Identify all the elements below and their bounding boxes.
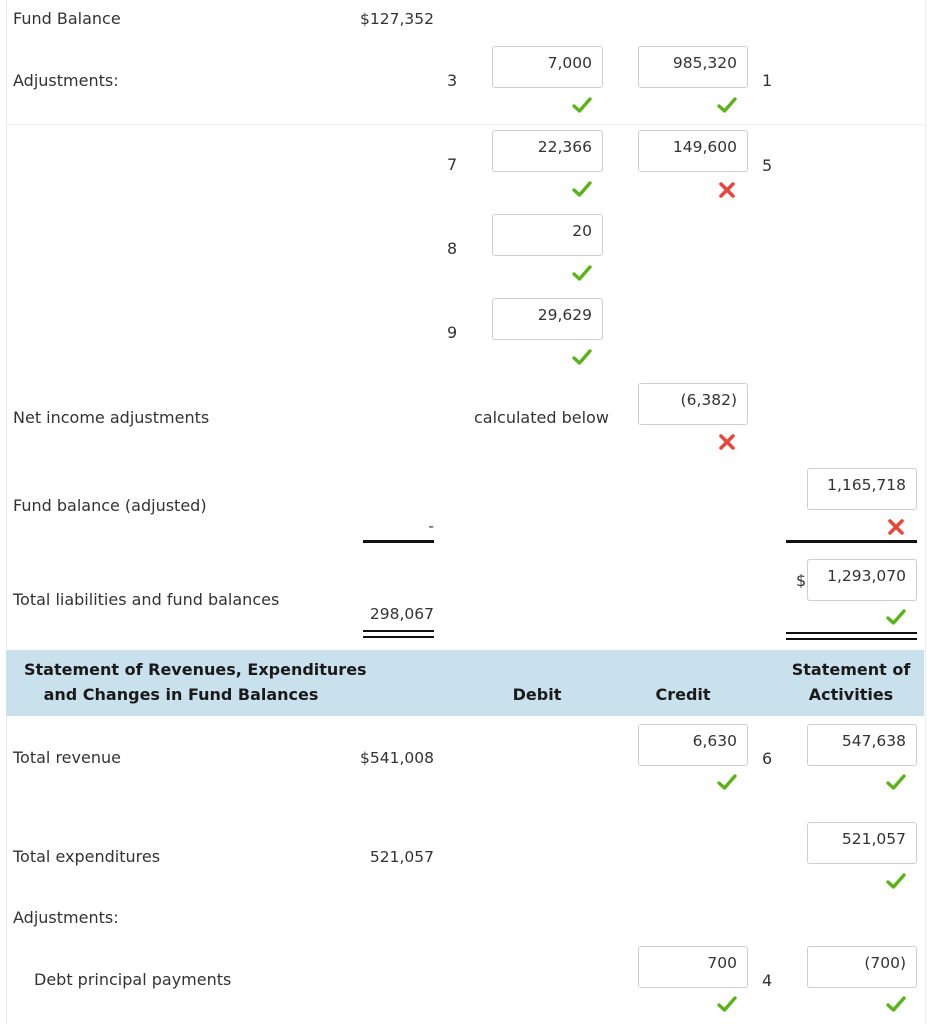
adjustments-label: Adjustments: xyxy=(13,71,119,90)
debit-input-2[interactable]: 22,366 xyxy=(492,130,603,172)
header-activities-line1: Statement of xyxy=(791,660,911,679)
debit-input-1[interactable]: 7,000 xyxy=(492,46,603,88)
revenue-credit-input[interactable]: 6,630 xyxy=(638,724,748,766)
fund-balance-label: Fund Balance xyxy=(13,9,121,28)
total-liabilities-activities-input[interactable]: 1,293,070 xyxy=(807,559,917,601)
total-revenue-label: Total revenue xyxy=(13,748,121,767)
debit-input-3[interactable]: 20 xyxy=(492,214,603,256)
cross-icon xyxy=(718,433,738,451)
debit-input-4[interactable]: 29,629 xyxy=(492,298,603,340)
credit-ref-2: 5 xyxy=(762,156,773,175)
fund-balance-adjusted-label: Fund balance (adjusted) xyxy=(13,496,207,515)
debt-principal-label: Debt principal payments xyxy=(34,970,232,989)
check-icon xyxy=(886,872,906,890)
operations-adjustments-label: Adjustments: xyxy=(13,908,119,927)
check-icon xyxy=(886,773,906,791)
header-debit: Debit xyxy=(512,685,562,704)
total-underline xyxy=(786,540,917,543)
debt-principal-credit-input[interactable]: 700 xyxy=(638,946,748,988)
total-liabilities-amount: 298,067 xyxy=(369,605,434,623)
fund-balance-amount: $127,352 xyxy=(360,10,434,28)
check-icon xyxy=(572,180,592,198)
net-income-label: Net income adjustments xyxy=(13,408,210,427)
fund-balance-adjusted-amount: - xyxy=(428,517,434,535)
header-activities-line2: Activities xyxy=(808,685,894,704)
debit-ref-3: 8 xyxy=(447,239,458,258)
total-expenditures-amount: 521,057 xyxy=(369,848,434,866)
double-underline-top xyxy=(363,630,434,632)
check-icon xyxy=(886,995,906,1013)
check-icon xyxy=(717,96,737,114)
row-divider xyxy=(6,124,924,125)
check-icon xyxy=(717,995,737,1013)
double-underline-bottom xyxy=(363,636,434,638)
credit-ref-1: 1 xyxy=(762,71,773,90)
cross-icon xyxy=(887,518,907,536)
debt-principal-credit-ref: 4 xyxy=(762,971,773,990)
check-icon xyxy=(886,608,906,626)
header-credit: Credit xyxy=(655,685,711,704)
double-underline-top xyxy=(786,632,917,634)
cross-icon xyxy=(718,181,738,199)
expenditures-activities-input[interactable]: 521,057 xyxy=(807,822,917,864)
total-underline xyxy=(363,540,434,543)
debt-principal-activities-input[interactable]: (700) xyxy=(807,946,917,988)
calculated-below-note: calculated below xyxy=(474,408,609,427)
check-icon xyxy=(717,773,737,791)
fund-balance-activities-input[interactable]: 1,165,718 xyxy=(807,468,917,510)
debit-ref-1: 3 xyxy=(447,71,458,90)
net-income-credit-input[interactable]: (6,382) xyxy=(638,383,748,425)
revenue-credit-ref: 6 xyxy=(762,749,773,768)
credit-input-1[interactable]: 985,320 xyxy=(638,46,748,88)
check-icon xyxy=(572,264,592,282)
check-icon xyxy=(572,96,592,114)
header-statement-title-line1: Statement of Revenues, Expenditures xyxy=(24,660,367,679)
total-liabilities-label: Total liabilities and fund balances xyxy=(13,590,280,609)
credit-input-2[interactable]: 149,600 xyxy=(638,130,748,172)
debit-ref-2: 7 xyxy=(447,155,458,174)
debit-ref-4: 9 xyxy=(447,323,458,342)
currency-symbol: $ xyxy=(796,571,807,590)
double-underline-bottom xyxy=(786,638,917,640)
check-icon xyxy=(572,348,592,366)
revenue-activities-input[interactable]: 547,638 xyxy=(807,724,917,766)
total-revenue-amount: $541,008 xyxy=(360,749,434,767)
header-statement-title-line2: and Changes in Fund Balances xyxy=(43,685,319,704)
total-expenditures-label: Total expenditures xyxy=(13,847,161,866)
